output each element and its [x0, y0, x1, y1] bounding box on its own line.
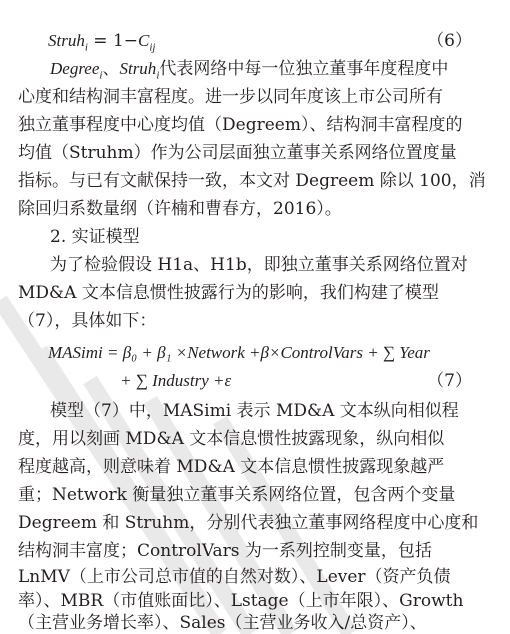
- sub-i: i: [99, 69, 103, 82]
- para2-line3: （7），具体如下：: [18, 311, 157, 331]
- para3-line8: 率）、MBR（市值账面比）、Lstage（上市年限）、Growth: [18, 591, 464, 611]
- para3-line7: LnMV（上市公司总市值的自然对数）、Lever（资产负债: [18, 567, 451, 587]
- eq6-sub-ij: ij: [149, 41, 156, 54]
- section-heading: 2. 实证模型: [50, 227, 140, 247]
- equation-6-body: [48, 30, 156, 58]
- para3-line2: 度，用以刻画 MD&A 文本信息惯性披露现象，纵向相似: [18, 429, 445, 449]
- term-struh: Struh: [119, 59, 157, 78]
- para3-line5: Degreem 和 Struhm，分别代表独立董事网络程度中心度和: [18, 513, 479, 533]
- eq6-op: = 1−: [87, 31, 139, 51]
- para3-line6: 结构洞丰富度；ControlVars 为一系列控制变量，包括: [18, 541, 432, 561]
- para3-line1: 模型（7）中，MASimi 表示 MD&A 文本纵向相似程: [50, 401, 459, 421]
- equation-7-line2-text: + ∑ Industry +ε: [120, 371, 232, 390]
- para3-line9: （主营业务增长率）、Sales（主营业务收入/总资产）、: [18, 613, 427, 633]
- eq6-lhs: Struh: [48, 31, 85, 50]
- para1-line2: 心度和结构洞丰富程度。进一步以同年度该上市公司所有: [18, 87, 443, 107]
- text-segment: 代表网络中每一位独立董事年度程度中: [159, 59, 449, 79]
- equation-7-number: （7）: [427, 371, 472, 391]
- para1-line6: 除回归系数量纲（许楠和曹春方，2016）。: [18, 199, 342, 219]
- term-degree: Degree: [50, 59, 100, 78]
- para1-line3: 独立董事程度中心度均值（Degreem）、结构洞丰富程度的: [18, 115, 463, 135]
- separator: 、: [102, 59, 120, 79]
- eq6-sub-i: i: [84, 41, 88, 54]
- equation-7-line1: MASimi = β₀ + β₁ ×Network +β×ControlVars + ∑ Year: [48, 343, 430, 362]
- para1-line4: 均值（Struhm）作为公司层面独立董事关系网络位置度量: [18, 143, 457, 163]
- para3-line4: 重；Network 衡量独立董事关系网络位置，包含两个变量: [18, 485, 456, 505]
- sub-i: i: [156, 69, 160, 82]
- para1-line5: 指标。与已有文献保持一致，本文对 Degreem 除以 100，消: [18, 171, 486, 191]
- para3-line3: 程度越高，则意味着 MD&A 文本信息惯性披露现象越严: [18, 457, 445, 477]
- equation-6-number: （6）: [427, 31, 472, 51]
- para1-line1: [50, 58, 510, 86]
- eq6-rhs: C: [138, 31, 150, 50]
- para2-line1: 为了检验假设 H1a、H1b，即独立董事关系网络位置对: [50, 255, 468, 275]
- para2-line2: MD&A 文本信息惯性披露行为的影响，我们构建了模型: [18, 283, 439, 303]
